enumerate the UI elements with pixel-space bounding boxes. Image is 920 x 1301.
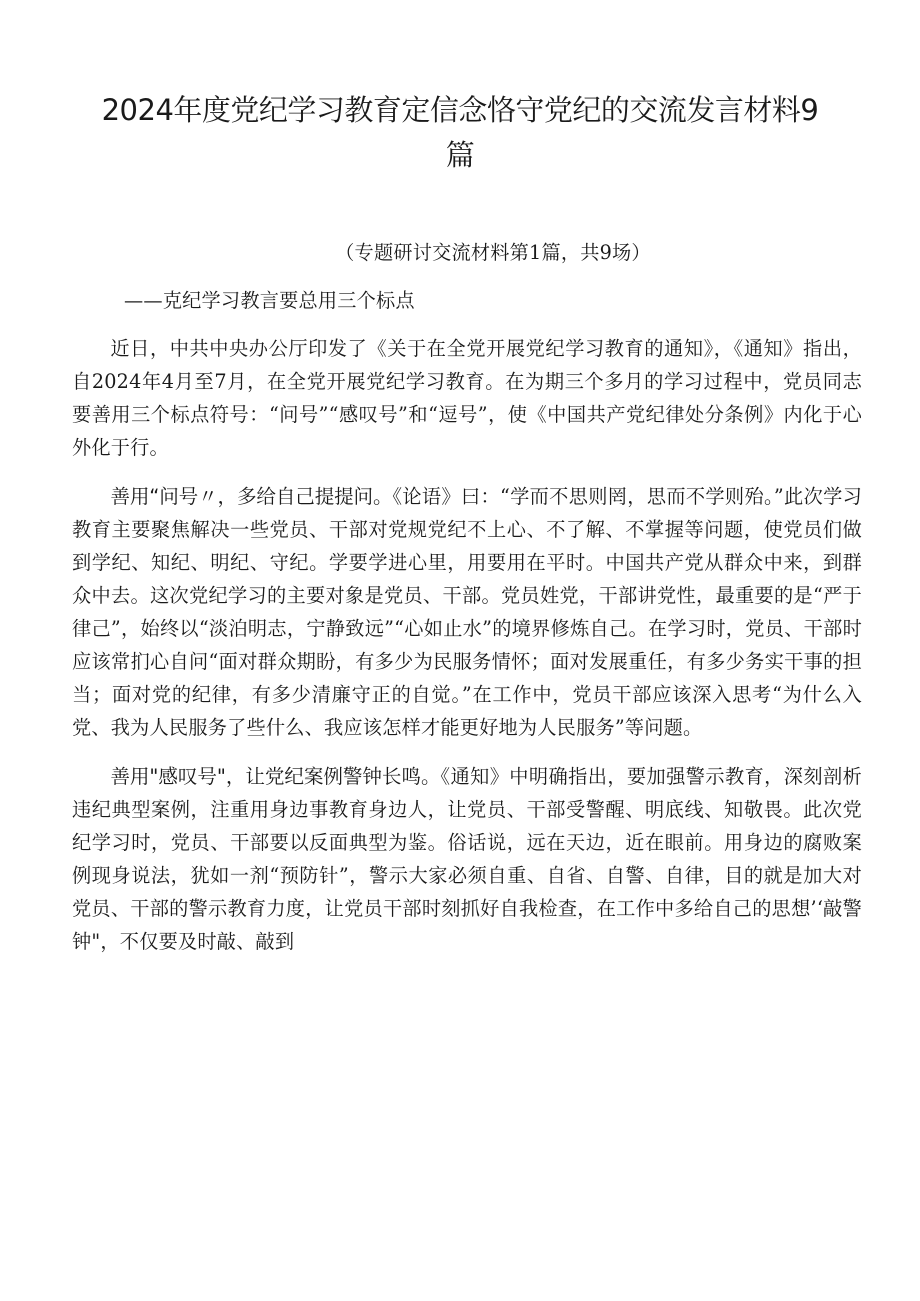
document-tagline: ——克纪学习教言要总用三个标点 [124,289,415,312]
document-title: 2024年度党纪学习教育定信念恪守党纪的交流发言材料9篇 [101,93,819,172]
paragraph-exclamation-mark [72,760,862,958]
paragraph-text: 《论语》曰：“学而不思则罔，思而不学则殆。”此次学习教育主要聚焦解决一些党员、干部对党规党纪不上心、不了解、不掌握等问题，使党员们做到学纪、知纪、明纪、守纪。学要学进心里，用要用在平时。中国共产党从群众中来，到群众中去。这次党纪学习的主要对象是党员、干部。党员姓党，干部讲党性，最重要的是“严于律己”，始终以“淡泊明志，宁静致远”“心如止水”的境界修炼自己。在学习时，党员、干部时应该常扪心自问“面对群众期盼，有多少为民服务情怀；面对发展重任，有多少务实干事的担当；面对党的纪律，有多少清廉守正的自觉。”在工作中，党员干部应该深入思考“为什么入党、我为人民服务了些什么、我应该怎样才能更好地为人民服务”等问题。 [72,485,863,739]
document-body [72,236,862,974]
paragraph-question-mark [72,480,862,744]
paragraph-text: 近日，中共中央办公厅印发了《关于在全党开展党纪学习教育的通知》，《通知》指出，自2024年4月至7月，在全党开展党纪学习教育。在为期三个多月的学习过程中，党员同志要善用三个标点符号：“问号”“感叹号”和“逗号”，使《中国共产党纪律处分条例》内化于心外化于行。 [72,337,862,459]
paragraph-intro [72,332,862,464]
document-subtitle: （专题研讨交流材料第1篇，共9场） [335,241,651,264]
paragraph-lead: 善用"感叹号"，让党纪案例警钟长鸣。 [110,765,441,788]
paragraph-text: 《通知》中明确指出，要加强警示教育，深刻剖析违纪典型案例，注重用身边事教育身边人，让党员、干部受警醒、明底线、知敬畏。此次党纪学习时，党员、干部要以反面典型为鉴。俗话说，远在天边，近在眼前。用身边的腐败案例现身说法，犹如一剂“预防针”，警示大家必须自重、自省、自警、自律，目的就是加大对党员、干部的警示教育力度，让党员干部时刻抓好自我检查，在工作中多给自己的思想’‘敲警钟"，不仅要及时敲、敲到 [72,765,862,953]
paragraph-lead: 善用“问号〃，多给自己提提问。 [110,485,393,508]
